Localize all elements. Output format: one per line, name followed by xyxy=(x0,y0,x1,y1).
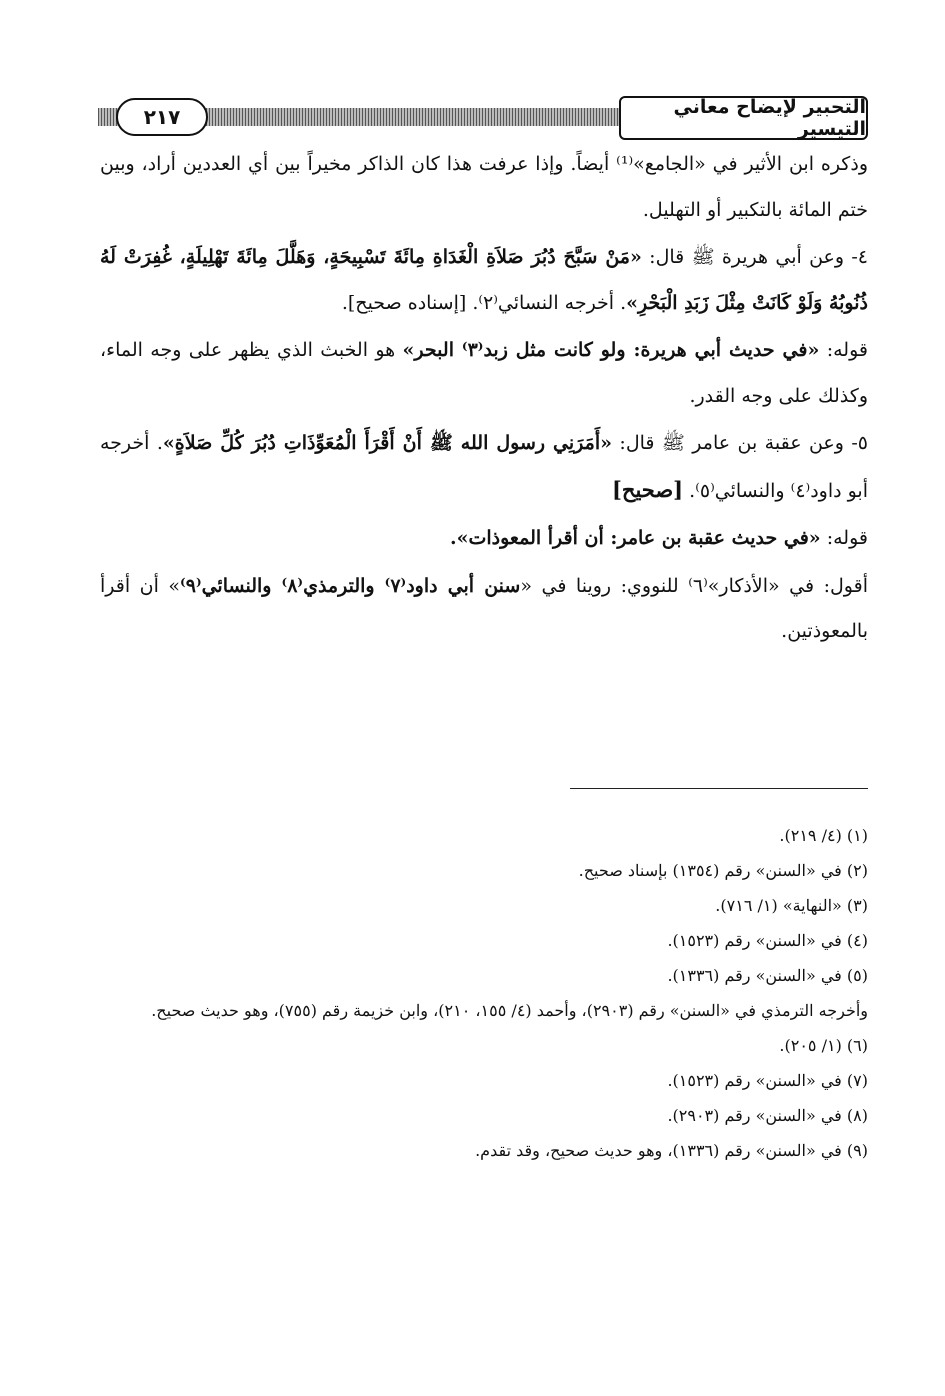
footnote-6: (٦) (١/ ٢٠٥). xyxy=(779,1036,868,1055)
paragraph-3-commentary xyxy=(100,328,868,419)
footnote-1: (١) (٤/ ٢١٩). xyxy=(779,826,868,845)
hadith-4-source: . أخرجه النسائي⁽٢⁾. [إسناده صحيح]. xyxy=(341,291,627,314)
footnote-3: (٣) «النهاية» (١/ ٧١٦). xyxy=(715,896,868,915)
commentary-3-explanation: هو الخبث الذي يظهر على وجه الماء، وكذلك على وجه القدر. xyxy=(100,339,868,407)
paragraph-5-commentary xyxy=(100,516,868,562)
paragraph-1: وذكره ابن الأثير في «الجامع»⁽¹⁾ أيضاً. وإذا عرفت هذا كان الذاكر مخيراً بين أي العددين أراد، وبين ختم المائة بالتكبير أو التهليل. xyxy=(100,153,868,221)
main-text xyxy=(100,142,868,657)
paragraph-6-sources: سنن أبي داود⁽٧⁾ والترمذي⁽٨⁾ والنسائي⁽٩⁾ xyxy=(180,574,521,597)
commentary-5-intro: قوله: xyxy=(820,527,868,549)
commentary-5-quote: «في حديث عقبة بن عامر: أن أقرأ المعوذات». xyxy=(449,527,821,549)
footnote-8: (٨) في «السنن» رقم (٢٩٠٣). xyxy=(667,1106,868,1125)
page-number: ٢١٧ xyxy=(116,98,208,136)
hadith-5-grade: [صحيح] xyxy=(611,476,684,502)
footnote-9: (٩) في «السنن» رقم (١٣٣٦)، وهو حديث صحيح، وقد تقدم. xyxy=(475,1141,868,1160)
commentary-3-intro: قوله: xyxy=(819,339,868,361)
footnote-5: (٥) في «السنن» رقم (١٣٣٦). xyxy=(667,966,868,985)
hadith-5-text: «أَمَرَنِي رسول الله ﷺ أَنْ أَقْرَأَ الْمُعَوِّذَاتِ دُبُرَ كُلِّ صَلاَةٍ» xyxy=(162,432,612,454)
commentary-3-quote: «في حديث أبي هريرة: ولو كانت مثل زبد⁽٣⁾ البحر» xyxy=(402,339,820,361)
paragraph-2-hadith-4 xyxy=(100,235,868,326)
paragraph-6 xyxy=(100,564,868,655)
paragraph-6-intro: أقول: في «الأذكار»⁽٦⁾ للنووي: روينا في « xyxy=(520,574,868,597)
book-title: التحبير لإيضاح معاني التيسير xyxy=(619,96,868,140)
hadith-4-intro: ٤- وعن أبي هريرة ﷺ قال: xyxy=(641,246,868,268)
footnote-7: (٧) في «السنن» رقم (١٥٢٣). xyxy=(667,1071,868,1090)
paragraph-4-hadith-5 xyxy=(100,421,868,514)
footnote-separator xyxy=(570,788,868,789)
hadith-5-source: . أخرجه أبو داود⁽٤⁾ والنسائي⁽٥⁾. xyxy=(100,432,868,502)
footnote-2: (٢) في «السنن» رقم (١٣٥٤) بإسناد صحيح. xyxy=(578,861,868,880)
footnote-5-continuation: وأخرجه الترمذي في «السنن» رقم (٢٩٠٣)، وأحمد (٤/ ١٥٥، ٢١٠)، وابن خزيمة رقم (٧٥٥)، وهو حديث صحيح. xyxy=(151,1001,868,1020)
page-header xyxy=(98,96,868,138)
paragraph-6-end: » أن أقرأ بالمعوذتين. xyxy=(100,574,868,642)
hadith-5-intro: ٥- وعن عقبة بن عامر ﷺ قال: xyxy=(612,432,868,454)
footnote-4: (٤) في «السنن» رقم (١٥٢٣). xyxy=(667,931,868,950)
footnotes xyxy=(96,818,868,1168)
hadith-4-text: «مَنْ سَبَّحَ دُبُرَ صَلاَةِ الْغَدَاةِ مِائَةَ تَسْبِيحَةٍ، وَهَلَّلَ مِائَةَ تَهْلِيلَةٍ، غُفِرَتْ لَهُ ذُنُوبُهُ وَلَوْ كَانَتْ مِثْلَ زَبَدِ الْبَحْرِ» xyxy=(100,246,868,314)
